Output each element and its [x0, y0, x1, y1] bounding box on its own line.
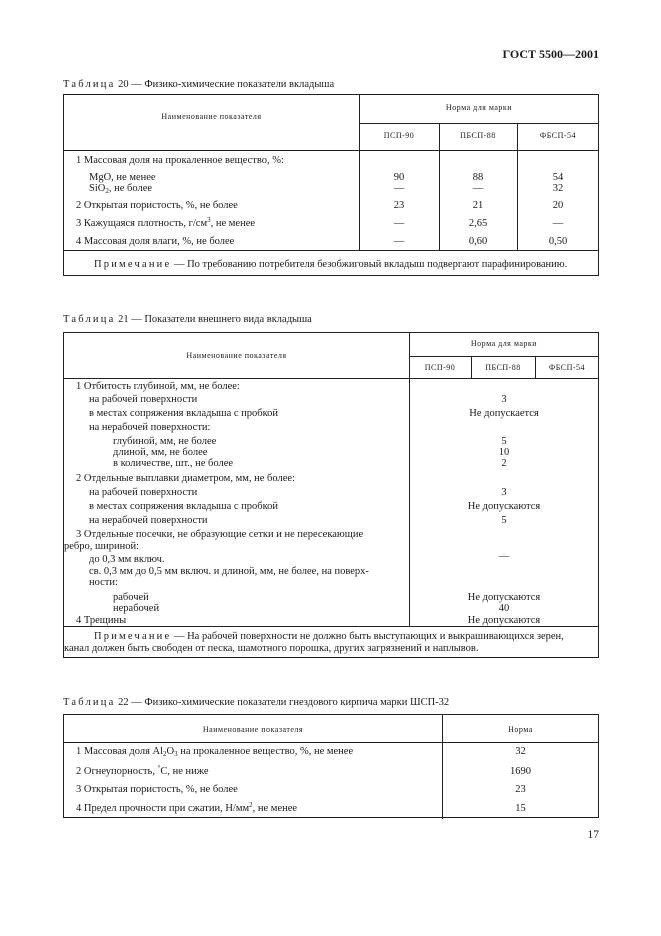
table22-caption-label: Таблица [63, 697, 116, 708]
table22-cell: 1690 [510, 766, 531, 777]
table21-row-label: ности: [89, 577, 118, 588]
table21-header-norm: Норма для марки [470, 339, 538, 348]
table21-row-label: рабочей [113, 592, 149, 603]
table21-header-mark: ПСП-90 [424, 363, 456, 372]
table21-cell: 2 [501, 458, 507, 469]
table21-row-label: глубиной, мм, не более [113, 436, 217, 447]
table21-row-label: ребро, шириной: [64, 541, 139, 552]
table20-cell: — [393, 236, 405, 247]
table20-cell: — [393, 183, 405, 194]
table21-row-label: на рабочей поверхности [89, 487, 198, 498]
table20-cell: 54 [552, 172, 564, 183]
table20-cell: 23 [393, 200, 405, 211]
table20-cell: — [552, 218, 564, 229]
table20-caption [63, 79, 334, 90]
table20-cell: 20 [552, 200, 564, 211]
table22-cell: 32 [515, 746, 526, 757]
table21-caption [63, 314, 312, 325]
table22 [63, 714, 599, 818]
table21-cell: 3 [501, 487, 507, 498]
table21-row-label: в местах сопряжения вкладыша с пробкой [89, 408, 279, 419]
table21-header-mark: ПБСП-88 [485, 363, 521, 372]
table21-row-label: на нерабочей поверхности: [89, 422, 211, 433]
table21-caption-label: Таблица [63, 314, 116, 325]
page-number: 17 [587, 829, 599, 841]
table20-header-name: Наименование показателя [161, 112, 262, 121]
table21-cell: 40 [498, 603, 510, 614]
table21-row-label: в местах сопряжения вкладыша с пробкой [89, 501, 279, 512]
table21 [63, 332, 599, 658]
table21-row-label: нерабочей [113, 603, 160, 614]
table21-row-label: 1 Отбитость глубиной, мм, не более: [76, 381, 240, 392]
table21-note-continued: канал должен быть свободен от песка, шамотного порошка, других загрязнений и наплывов. [64, 643, 479, 654]
table21-row-label: до 0,3 мм включ. [89, 554, 165, 565]
table20-cell: — [472, 183, 484, 194]
table21-cell: Не допускаются [467, 615, 541, 626]
table20-row-label: 2 Открытая пористость, %, не более [76, 200, 238, 211]
table21-row-label: 4 Трещины [76, 615, 127, 626]
table21-cell: 3 [501, 394, 507, 405]
table20-cell: 88 [472, 172, 484, 183]
table20-row-label: 1 Массовая доля на прокаленное вещество, %: [76, 155, 284, 166]
table21-row-label: длиной, мм, не более [113, 447, 208, 458]
table21-cell: 5 [501, 515, 507, 526]
table20-header-mark: ПБСП-88 [460, 131, 496, 140]
table21-cell: 10 [498, 447, 510, 458]
table21-row-label: 2 Отдельные выплавки диаметром, мм, не более: [76, 473, 295, 484]
table22-header-name: Наименование показателя [202, 725, 304, 734]
table20-caption-label: Таблица [63, 79, 116, 90]
table22-row-label: 1 Массовая доля $Al_2O_3$ на прокаленное вещество, %, не менее [76, 746, 354, 758]
table21-caption-title: 21 — Показатели внешнего вида вкладыша [118, 314, 312, 325]
table20-row-label: MgO, не менее [89, 172, 156, 183]
table22-header-norm: Норма [508, 725, 533, 734]
table21-header-name: Наименование показателя [186, 351, 287, 360]
table21-cell: Не допускаются [467, 501, 541, 512]
table20-row-label: 3 Кажущаяся плотность, $г/см^3$, не менее [76, 216, 256, 229]
table22-cell: 23 [515, 784, 526, 795]
table22-caption-title: 22 — Физико-химические показатели гнездового кирпича марки ШСП-32 [118, 697, 450, 708]
table21-note: Примечание — На рабочей поверхности не должно быть выступающих и выкрашивающихся зерен, [94, 631, 564, 642]
table20-header-norm: Норма для марки [445, 103, 513, 112]
table20-cell: — [393, 218, 405, 229]
table22-cell: 15 [515, 803, 526, 814]
table22-row-label: 2 Огнеупорность, °С, не ниже [76, 764, 209, 777]
table22-caption [63, 697, 449, 708]
table20-cell: 21 [472, 200, 484, 211]
table21-row-label: 3 Отдельные посечки, не образующие сетки и не пересекающие [76, 529, 364, 540]
table21-cell: 5 [501, 436, 507, 447]
table20-row-label: SiO$_2$, не более [89, 183, 153, 195]
table21-header-mark: ФБСП-54 [548, 363, 586, 372]
table20-cell: 0,50 [548, 236, 568, 247]
table21-row-label: на рабочей поверхности [89, 394, 198, 405]
table21-cell: Не допускается [469, 408, 539, 419]
table20-row-label: 4 Массовая доля влаги, %, не более [76, 236, 235, 247]
table21-cell: — [498, 551, 510, 562]
table20-header-mark: ПСП-90 [383, 131, 415, 140]
table20-cell: 0,60 [468, 236, 488, 247]
document-id: ГОСТ 5500—2001 [502, 47, 599, 61]
table22-row-label: 4 Предел прочности при сжатии, $Н/мм^2$, не менее [76, 801, 298, 814]
table20-cell: 2,65 [468, 218, 488, 229]
table21-row-label: в количестве, шт., не более [113, 458, 234, 469]
table20 [63, 94, 599, 276]
table21-row-label: на нерабочей поверхности [89, 515, 208, 526]
table22-row-label: 3 Открытая пористость, %, не более [76, 784, 238, 795]
table20-caption-title: 20 — Физико-химические показатели вкладыша [118, 79, 335, 90]
table21-cell: Не допускаются [467, 592, 541, 603]
table20-note: Примечание — По требованию потребителя безобжиговый вкладыш подвергают парафинированию. [94, 259, 568, 270]
table20-cell: 32 [552, 183, 564, 194]
table20-header-mark: ФБСП-54 [539, 131, 577, 140]
table21-row-label: св. 0,3 мм до 0,5 мм включ. и длиной, мм, не более, на поверх- [89, 566, 369, 577]
table20-cell: 90 [393, 172, 405, 183]
